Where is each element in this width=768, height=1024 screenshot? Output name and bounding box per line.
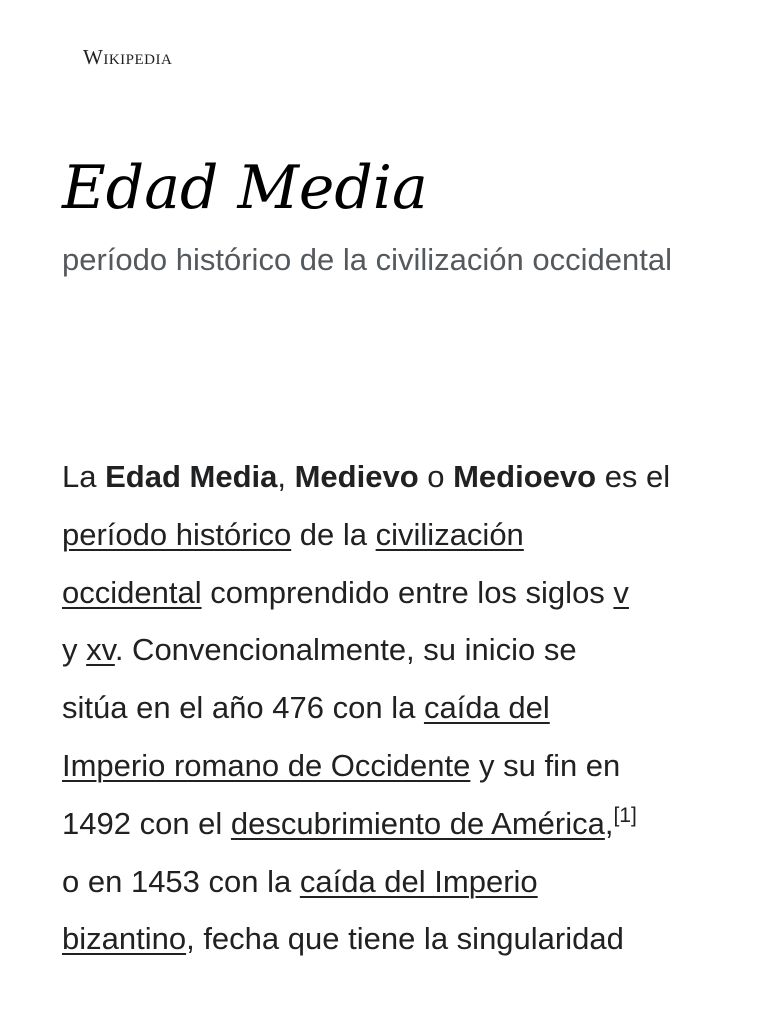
bold-term: Medievo xyxy=(294,459,419,494)
link-siglo-v[interactable]: v xyxy=(613,574,629,610)
paragraph-line xyxy=(62,506,712,564)
paragraph-line xyxy=(62,737,712,795)
text: 1492 con el xyxy=(62,805,231,841)
paragraph-line xyxy=(62,853,712,911)
text: , xyxy=(277,459,295,494)
paragraph-line xyxy=(62,910,712,968)
paragraph-line xyxy=(62,564,712,622)
text: y su fin en xyxy=(470,747,621,783)
link-caida-imperio-occidente[interactable]: caída del xyxy=(423,690,550,726)
link-caida-imperio-occidente[interactable]: Imperio romano de Occidente xyxy=(62,747,471,783)
link-caida-imperio-bizantino[interactable]: caída del Imperio xyxy=(299,863,538,899)
page-description: período histórico de la civilización occidental xyxy=(62,242,672,277)
text: , fecha que tiene la singularidad xyxy=(186,921,624,957)
text: y xyxy=(62,632,87,668)
paragraph-line xyxy=(62,679,712,737)
link-civilizacion-occidental[interactable]: occidental xyxy=(62,574,202,610)
text: La xyxy=(62,459,106,494)
paragraph-line xyxy=(62,448,712,506)
bold-term: Edad Media xyxy=(105,459,278,494)
reference-superscript xyxy=(613,804,636,827)
text: o xyxy=(418,459,454,494)
link-caida-imperio-bizantino[interactable]: bizantino xyxy=(62,921,187,957)
link-siglo-xv[interactable]: xv xyxy=(86,632,115,668)
paragraph-line xyxy=(62,795,712,853)
link-periodo-historico[interactable]: período histórico xyxy=(62,516,292,552)
reference-link-1[interactable]: [1] xyxy=(613,803,637,827)
bold-term: Medioevo xyxy=(453,459,597,494)
text: comprendido entre los siglos xyxy=(201,574,614,610)
text: de la xyxy=(291,516,376,552)
page-title: Edad Media xyxy=(62,153,428,223)
link-civilizacion-occidental[interactable]: civilización xyxy=(375,516,524,552)
text: , xyxy=(604,805,614,841)
wikipedia-logo[interactable]: Wikipedia xyxy=(83,45,173,69)
text: . Convencionalmente, su inicio se xyxy=(114,632,577,668)
text: o en 1453 con la xyxy=(62,863,300,899)
link-descubrimiento-america[interactable]: descubrimiento de América xyxy=(230,805,605,841)
paragraph-line xyxy=(62,621,712,679)
text: es el xyxy=(596,459,671,494)
text: sitúa en el año 476 con la xyxy=(62,690,424,726)
article-intro-paragraph xyxy=(62,448,712,968)
